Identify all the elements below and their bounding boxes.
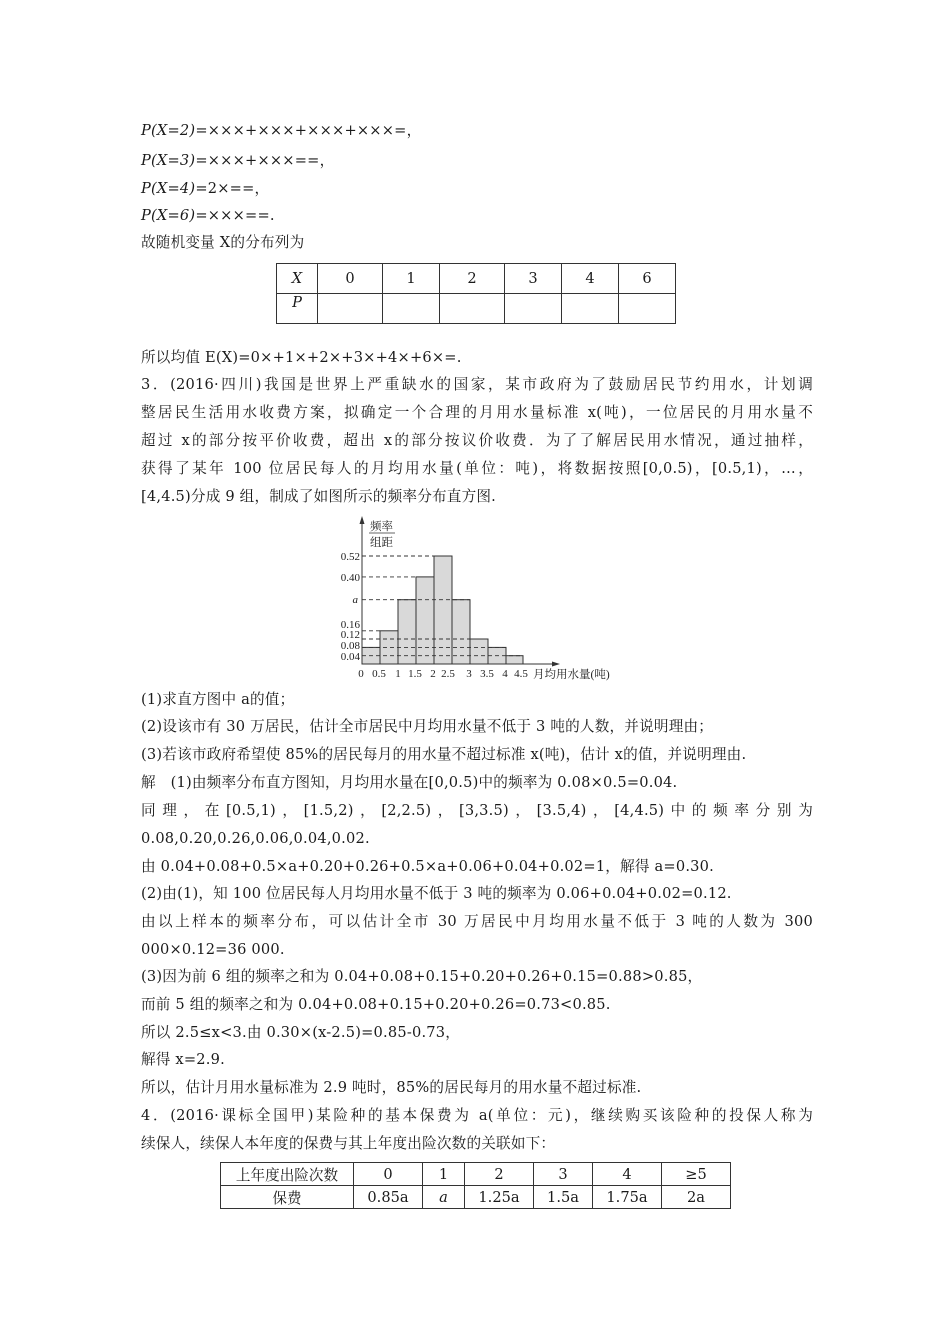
table-header-cell: 保费 [221,1186,354,1209]
bar [380,631,398,664]
x-tick-label: 2 [430,668,436,680]
table-cell: 4 [593,1163,662,1186]
solution-line: (3)因为前 6 组的频率之和为 0.04+0.08+0.15+0.20+0.26+0.15=0.88>0.85， [141,968,703,985]
y-tick-label: 0.52 [340,551,360,563]
table-cell: 4 [562,264,619,294]
table-header-cell: 上年度出险次数 [221,1163,354,1186]
x-tick-label: 1.5 [408,668,422,680]
solution-line: 解 (1)由频率分布直方图知，月均用水量在[0,0.5)中的频率为 0.08×0.5=0.04. [141,774,678,791]
table-row [221,1163,731,1186]
table-header-cell: X [277,264,318,294]
problem4-line: 续保人，续保人本年度的保费与其上年度出险次数的关联如下： [141,1135,556,1152]
problem3-line: 超过 x的部分按平价收费，超出 x的部分按议价收费．为了了解居民用水情况，通过抽样， [141,432,813,449]
x-tick-label: 3 [466,668,472,680]
table-cell: 2 [465,1163,534,1186]
x-axis-arrow-icon [552,662,560,667]
y-tick-label: 0.12 [340,629,360,641]
prob-line-x6 [141,206,275,226]
x-tick-label: 4.5 [514,668,528,680]
table-cell [383,294,440,324]
solution-line: 所以 2.5≤x<3.由 0.30×(x-2.5)=0.85-0.73， [141,1024,461,1041]
solution-line: 同理，在[0.5,1)，[1.5,2)，[2,2.5)，[3,3.5)，[3.5,4)，[4,4.5)中的频率分别为 [141,802,813,819]
prob-rhs: =×××+×××+×××+×××=， [195,122,422,139]
solution-line: 解得 x=2.9. [141,1051,225,1068]
prob-line-x2 [141,121,421,141]
table-cell: 1.25a [465,1186,534,1209]
table-cell: 2a [662,1186,731,1209]
x-tick-label: 4 [502,668,508,680]
prob-lhs: P(X=4) [141,180,196,197]
solution-line: 由以上样本的频率分布，可以估计全市 30 万居民中月均用水量不低于 3 吨的人数为 300 [141,913,813,930]
table-cell [562,294,619,324]
prob-lhs: P(X=2) [141,122,196,139]
premium-table [220,1162,731,1209]
solution-line: 而前 5 组的频率之和为 0.04+0.08+0.15+0.20+0.26=0.73<0.85. [141,996,611,1013]
x-tick-label: 0 [358,668,364,680]
x-tick-label: 1 [395,668,401,680]
distribution-table [276,263,676,324]
question-2: (2)设该市有 30 万居民，估计全市居民中月均用水量不低于 3 吨的人数，并说明理由； [141,718,714,735]
distribution-intro: 故随机变量 X的分布列为 [141,234,305,251]
prob-line-x4 [141,179,269,199]
solution-line: 由 0.04+0.08+0.5×a+0.20+0.26+0.5×a+0.06+0.04+0.02=1，解得 a=0.30. [141,858,714,875]
table-cell: 0.85a [354,1186,423,1209]
table-cell: 1.75a [593,1186,662,1209]
table-cell: ≥5 [662,1163,731,1186]
y-axis-arrow-icon [360,516,365,524]
bar [398,600,416,664]
table-cell: 6 [619,264,676,294]
x-axis-label: 月均用水量(吨) [533,669,610,681]
problem3-line: [4,4.5)分成 9 组，制成了如图所示的频率分布直方图. [141,488,497,505]
table-cell [619,294,676,324]
solution-line: (2)由(1)，知 100 位居民每人月均用水量不低于 3 吨的频率为 0.06+0.04+0.02=0.12. [141,885,732,902]
table-cell: 0 [318,264,383,294]
table-cell [505,294,562,324]
table-cell: 3 [534,1163,593,1186]
frequency-histogram [330,515,620,685]
prob-rhs: =×××==. [195,207,275,224]
y-axis-label-top: 频率 [370,521,393,533]
prob-rhs: =2×==， [195,180,270,197]
table-cell: 3 [505,264,562,294]
prob-lhs: P(X=6) [141,207,196,224]
x-tick-label: 2.5 [441,668,455,680]
bar [416,577,434,664]
table-row [277,294,676,324]
prob-lhs: P(X=3) [141,152,196,169]
x-tick-labels [358,668,528,680]
table-header-cell: P [277,294,318,324]
y-tick-label: 0.40 [340,572,360,584]
bar [452,600,470,664]
problem3-line: 整居民生活用水收费方案，拟确定一个合理的月用水量标准 x(吨)，一位居民的月用水量不 [141,404,813,421]
y-axis-label-bottom: 组距 [370,537,393,549]
mean-line: 所以均值 E(X)=0×+1×+2×+3×+4×+6×=. [141,349,462,366]
bar [506,656,523,664]
x-tick-label: 0.5 [372,668,386,680]
table-cell: 1 [383,264,440,294]
table-cell: 1 [423,1163,465,1186]
question-3: (3)若该市政府希望使 85%的居民每月的用水量不超过标准 x(吨)，估计 x的值，并说明理由. [141,746,747,763]
table-row [277,264,676,294]
problem3-line: 获得了某年 100 位居民每人的月均用水量(单位：吨)，将数据按照[0,0.5)，[0.5,1)，…， [141,460,813,477]
y-tick-label: 0.08 [340,640,360,652]
y-tick-labels [341,551,361,663]
table-cell: 0 [354,1163,423,1186]
y-tick-label: 0.04 [340,651,360,663]
table-row [221,1186,731,1209]
table-cell: 2 [440,264,505,294]
prob-line-x3 [141,151,334,171]
table-cell [440,294,505,324]
solution-line: 000×0.12=36 000. [141,941,285,958]
problem3-line: 3．(2016·四川)我国是世界上严重缺水的国家，某市政府为了鼓励居民节约用水，计划调 [141,376,813,393]
y-tick-label: 0.16 [340,619,360,631]
question-1: (1)求直方图中 a的值； [141,691,295,708]
table-cell [318,294,383,324]
table-cell: 1.5a [534,1186,593,1209]
x-tick-label: 3.5 [480,668,494,680]
y-tick-label: a [352,594,358,606]
solution-line: 所以，估计月用水量标准为 2.9 吨时，85%的居民每月的用水量不超过标准. [141,1079,642,1096]
prob-rhs: =×××+×××==， [195,152,335,169]
table-cell: a [423,1186,465,1209]
solution-line: 0.08,0.20,0.26,0.06,0.04,0.02. [141,830,370,847]
bar [470,639,488,664]
problem4-line: 4．(2016·课标全国甲)某险种的基本保费为 a(单位：元)，继续购买该险种的投保人称为 [141,1107,813,1124]
